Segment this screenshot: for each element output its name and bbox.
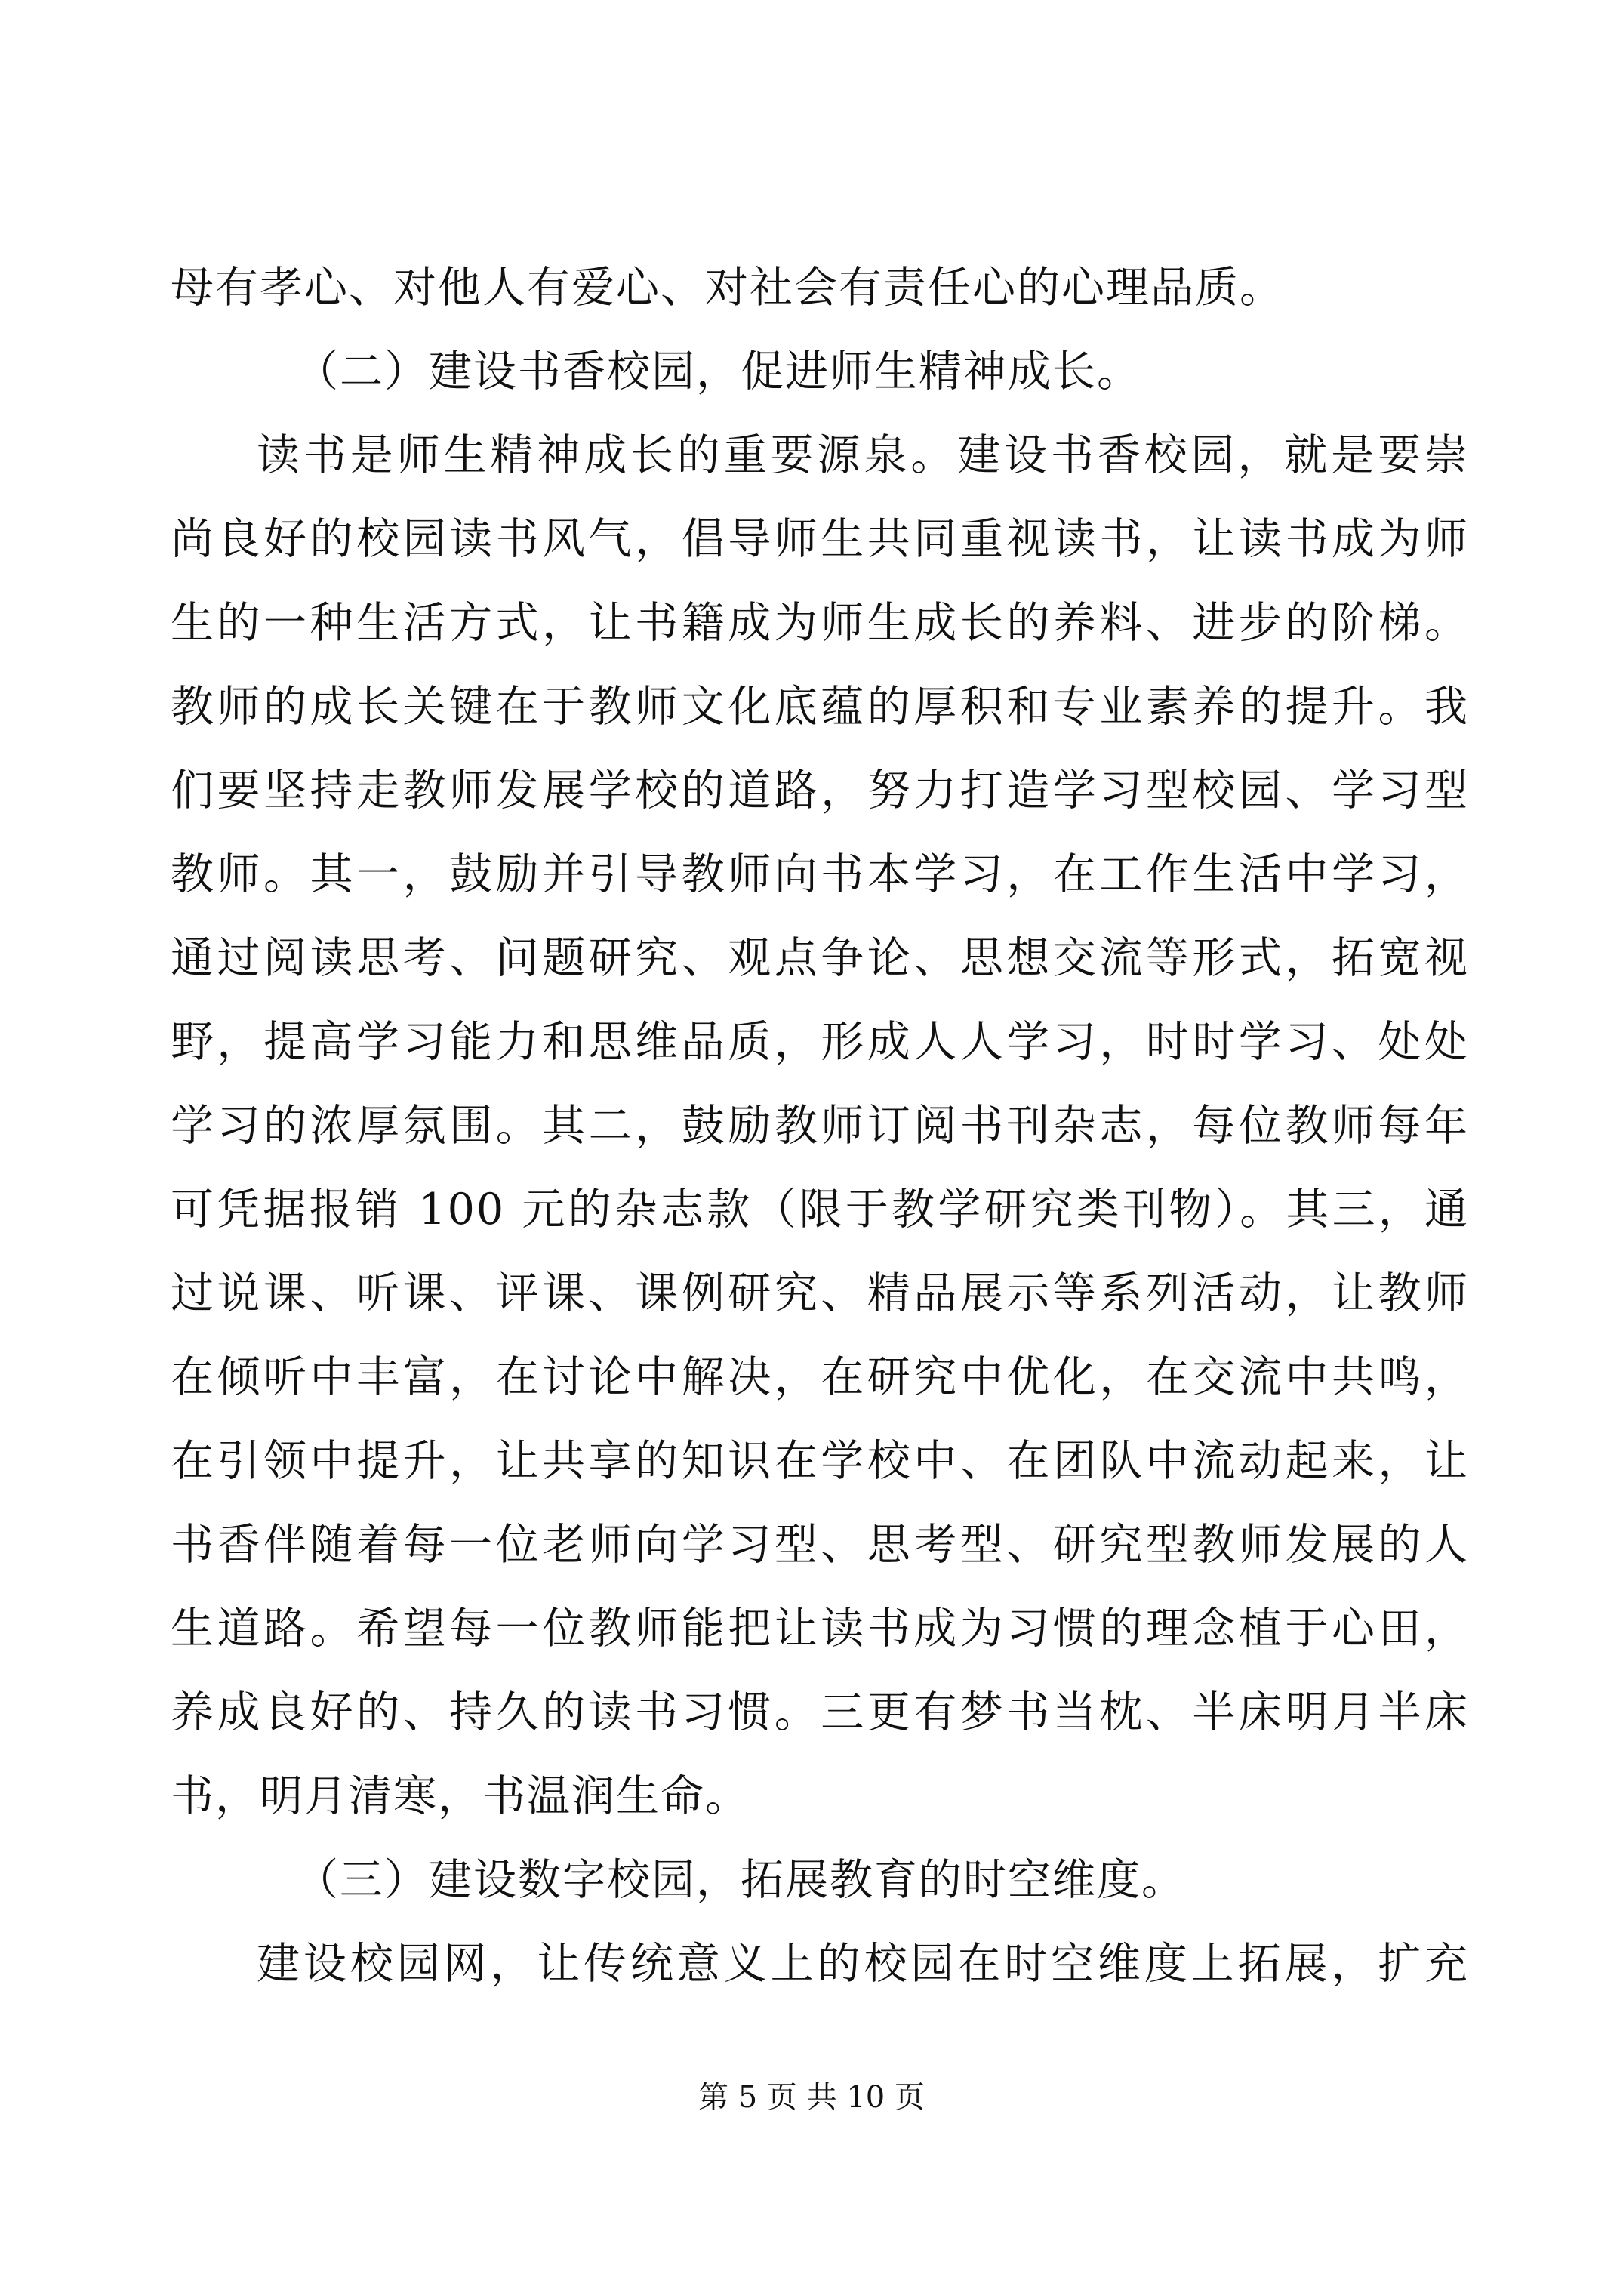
text-line: 尚良好的校园读书风气，倡导师生共同重视读书，让读书成为师 — [171, 514, 1469, 564]
paragraph-first-line: 建设校园网，让传统意义上的校园在时空维度上拓展，扩充 — [257, 1939, 1469, 1989]
paragraph-first-line: 读书是师生精神成长的重要源泉。建设书香校园，就是要崇 — [257, 430, 1469, 480]
text-line: 养成良好的、持久的读书习惯。三更有梦书当枕、半床明月半床 — [171, 1687, 1469, 1737]
text-line: 们要坚持走教师发展学校的道路，努力打造学习型校园、学习型 — [171, 766, 1469, 815]
text-line: 过说课、听课、评课、课例研究、精品展示等系列活动，让教师 — [171, 1268, 1469, 1318]
text-line: 母有孝心、对他人有爱心、对社会有责任心的心理品质。 — [171, 263, 1284, 313]
text-line: 学习的浓厚氛围。其二，鼓励教师订阅书刊杂志，每位教师每年 — [171, 1101, 1469, 1151]
text-line: 书香伴随着每一位老师向学习型、思考型、研究型教师发展的人 — [171, 1520, 1469, 1570]
body-text — [171, 246, 1469, 2006]
paragraph-last-line: 书，明月清寒，书温润生命。 — [171, 1771, 750, 1821]
text-line: 教师。其一，鼓励并引导教师向书本学习，在工作生活中学习， — [171, 849, 1469, 899]
text-line: 野，提高学习能力和思维品质，形成人人学习，时时学习、处处 — [171, 1017, 1469, 1067]
text-line: 生的一种生活方式，让书籍成为师生成长的养料、进步的阶梯。 — [171, 598, 1469, 648]
section-heading: （二）建设书香校园，促进师生精神成长。 — [295, 347, 1141, 396]
text-line: 生道路。希望每一位教师能把让读书成为习惯的理念植于心田， — [171, 1604, 1469, 1653]
text-line: 在引领中提升，让共享的知识在学校中、在团队中流动起来，让 — [171, 1436, 1469, 1486]
text-line: 教师的成长关键在于教师文化底蕴的厚积和专业素养的提升。我 — [171, 682, 1469, 732]
page-number-footer: 第 5 页 共 10 页 — [698, 2080, 925, 2115]
text-line: 可凭据报销 100 元的杂志款（限于教学研究类刊物）。其三，通 — [171, 1185, 1469, 1234]
section-heading: （三）建设数字校园，拓展教育的时空维度。 — [295, 1855, 1186, 1905]
text-line: 通过阅读思考、问题研究、观点争论、思想交流等形式，拓宽视 — [171, 933, 1469, 983]
text-line: 在倾听中丰富，在讨论中解决，在研究中优化，在交流中共鸣， — [171, 1352, 1469, 1402]
